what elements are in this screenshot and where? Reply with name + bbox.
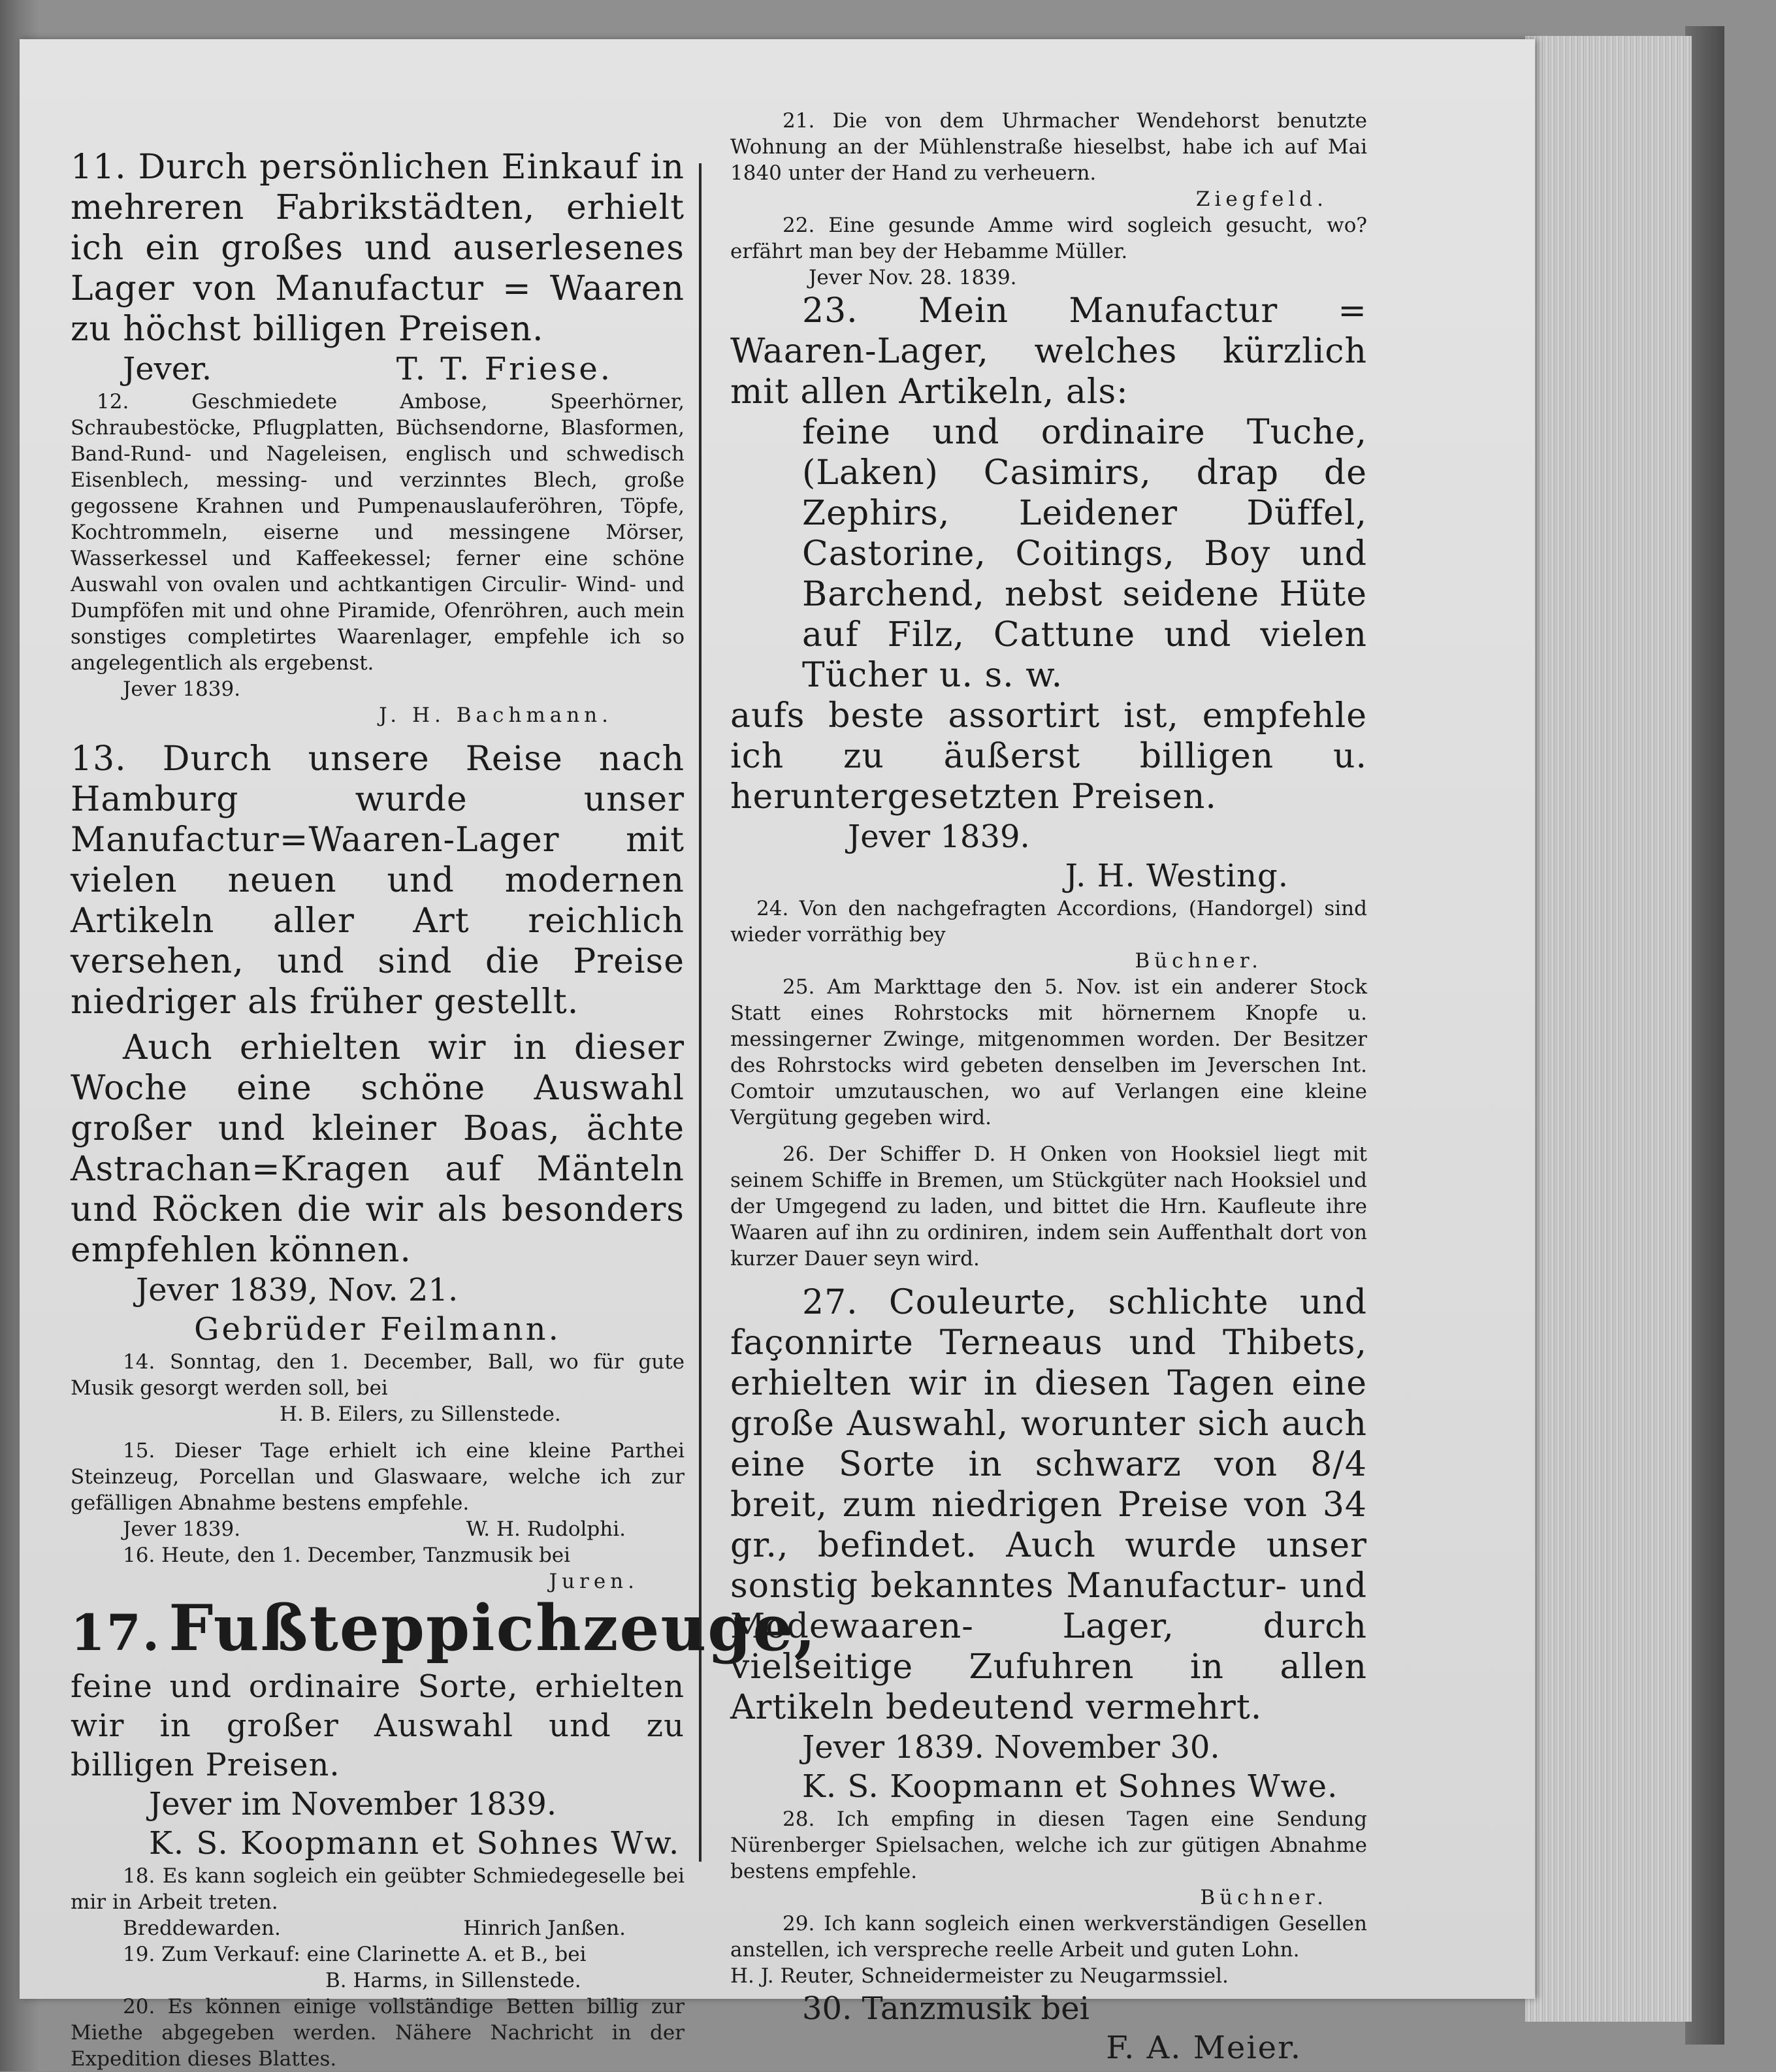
ad-12-signature: J. H. Bachmann. <box>379 704 613 727</box>
ad-29-signature: H. J. Reuter, Schneidermeister zu Neugarmssiel. <box>730 1964 1229 1988</box>
ad-18-signature: Hinrich Janßen. <box>463 1917 626 1940</box>
ad-22 <box>730 212 1367 291</box>
page-fore-edge <box>1525 36 1692 2022</box>
ad-13-text: 13. Durch unsere Reise nach Hamburg wurde unser Manufactur=Waaren-Lager mit vielen neuen und modernen Artikeln aller Art reichlich versehen, und sind die Preise niedriger als früher gestellt. <box>71 739 685 1022</box>
ad-23-signature: J. H. Westing. <box>1065 858 1289 894</box>
ad-13-text-2: Auch erhielten wir in dieser Woche eine schöne Auswahl großer und kleiner Boas, ächte Astrachan=Kragen auf Mänteln und Röcken die wir als besonders empfehlen können. <box>71 1028 685 1270</box>
ad-16-signature: Juren. <box>549 1570 639 1593</box>
ad-29 <box>730 1911 1367 1989</box>
ad-25-text: 25. Am Markttage den 5. Nov. ist ein anderer Stock Statt eines Rohrstocks mit hörnernem Knopfe u. messingerner Zwinge, mitgenommen worden. Der Besitzer des Rohrstocks wird gebeten denselben im Jeverschen Int. Comtoir umzutauschen, wo auf Verlangen eine kleine Vergütung gegeben wird. <box>730 975 1367 1129</box>
ad-20 <box>71 1994 685 2072</box>
ad-12-place: Jever 1839. <box>123 677 241 701</box>
ad-17-headline: Fußteppichzeuge, <box>169 1591 817 1665</box>
ad-30-signature: F. A. Meier. <box>1106 2030 1302 2066</box>
ad-30 <box>730 1989 1367 2067</box>
ad-24-signature: Büchner. <box>1135 949 1263 973</box>
ad-17-number: 17. <box>71 1604 161 1662</box>
ad-23 <box>730 291 1367 896</box>
ad-24-text: 24. Von den nachgefragten Accordions, (Handorgel) sind wieder vorräthig bey <box>730 897 1367 947</box>
ad-22-text: 22. Eine gesunde Amme wird sogleich gesucht, wo? erfährt man bey der Hebamme Müller. <box>730 214 1367 263</box>
ad-18-text: 18. Es kann sogleich ein geübter Schmiedegeselle bei mir in Arbeit treten. <box>71 1864 685 1914</box>
ad-17-place: Jever im November 1839. <box>149 1786 557 1822</box>
ad-28-signature: Büchner. <box>1200 1886 1328 1909</box>
ad-17-text: feine und ordinaire Sorte, erhielten wir in großer Auswahl und zu billigen Preisen. <box>71 1668 685 1783</box>
ad-17-signature: K. S. Koopmann et Sohnes Ww. <box>149 1825 681 1862</box>
ad-21-signature: Ziegfeld. <box>1195 187 1328 211</box>
ad-13-place: Jever 1839, Nov. 21. <box>136 1272 459 1308</box>
ad-25 <box>730 974 1367 1131</box>
ad-30-text: 30. Tanzmusik bei <box>802 1990 1090 2027</box>
ad-27-signature: K. S. Koopmann et Sohnes Wwe. <box>802 1768 1338 1805</box>
ad-14-signature: H. B. Eilers, zu Sillenstede. <box>280 1402 561 1426</box>
ad-11-signature: T. T. Friese. <box>396 351 613 387</box>
ad-13-signature: Gebrüder Feilmann. <box>194 1311 561 1348</box>
ad-19-signature: B. Harms, in Sillenstede. <box>325 1969 581 1992</box>
newspaper-page <box>20 39 1535 2071</box>
ad-26 <box>730 1141 1367 1272</box>
ad-23-list: feine und ordinaire Tuche, (Laken) Casimirs, drap de Zephirs, Leidener Düffel, Castorine, Coitings, Boy und Barchend, nebst seidene Hüte auf Filz, Cattune und vielen Tücher u. s. w. <box>802 413 1367 695</box>
ad-27 <box>730 1282 1367 1806</box>
ad-23-text-2: aufs beste assortirt ist, empfehle ich zu äußerst billigen u. heruntergesetzten Preisen. <box>730 696 1367 817</box>
ad-27-text: 27. Couleurte, schlichte und façonnirte Terneaus und Thibets, erhielten wir in diesen Tagen eine große Auswahl, worunter sich auch eine Sorte in schwarz von 8/4 breit, zum niedrigen Preise von 34 gr., befindet. Auch wurde unser sonstig bekanntes Manufactur- und Modewaaren- Lager, durch vielseitige Zufuhren in allen Artikeln bedeutend vermehrt. <box>730 1283 1367 1727</box>
ad-22-place: Jever Nov. 28. 1839. <box>809 266 1017 289</box>
left-column <box>71 147 817 2072</box>
ad-12-text: 12. Geschmiedete Ambose, Speerhörner, Schraubestöcke, Pflugplatten, Büchsendorne, Blasformen, Band-Rund- und Nageleisen, englisch und schwedisch Eisenblech, messing- und verzinntes Blech, große gegossene Krahnen und Pumpenauslauferöhren, Töpfe, Kochtrommeln, eiserne und messingene Mörser, Wasserkessel und Kaffeekessel; ferner eine schöne Auswahl von ovalen und achtkantigen Circulir- Wind- und Dumpföfen mit und ohne Piramide, Ofenröhren, auch mein sonstiges completirtes Waarenlager, empfehle ich so angelegentlich als ergebenst. <box>71 390 685 675</box>
ad-15-signature: W. H. Rudolphi. <box>466 1517 626 1541</box>
ad-23-text: 23. Mein Manufactur = Waaren-Lager, welches kürzlich mit allen Artikeln, als: <box>730 291 1367 412</box>
ad-15-place: Jever 1839. <box>123 1517 241 1541</box>
ad-16 <box>71 1542 685 1594</box>
ad-15 <box>71 1438 685 1542</box>
ad-24 <box>730 896 1367 974</box>
ad-11 <box>71 147 685 389</box>
ad-27-place: Jever 1839. November 30. <box>802 1729 1220 1766</box>
ad-26-text: 26. Der Schiffer D. H Onken von Hooksiel liegt mit seinem Schiffe in Bremen, um Stückgüter nach Hooksiel und der Umgegend zu laden, und bittet die Hrn. Kaufleute ihre Waaren auf ihn zu ordiniren, indem sein Auffenthalt dort von kurzer Dauer seyn wird. <box>730 1142 1367 1271</box>
ad-17 <box>71 1591 817 1863</box>
ad-15-text: 15. Dieser Tage erhielt ich eine kleine Parthei Steinzeug, Porcellan und Glaswaare, welche ich zur gefälligen Abnahme bestens empfehle. <box>71 1439 685 1515</box>
ad-21-text: 21. Die von dem Uhrmacher Wendehorst benutzte Wohnung an der Mühlenstraße hieselbst, habe ich auf Mai 1840 unter der Hand zu verheuern. <box>730 109 1367 185</box>
ad-12 <box>71 389 685 728</box>
ad-21 <box>730 108 1367 212</box>
ad-28-text: 28. Ich empfing in diesen Tagen eine Sendung Nürenberger Spielsachen, welche ich zur gütigen Abnahme bestens empfehle. <box>730 1807 1367 1883</box>
ad-29-text: 29. Ich kann sogleich einen werkverständigen Gesellen anstellen, ich verspreche reelle Arbeit und guten Lohn. <box>730 1912 1367 1962</box>
ad-14-text: 14. Sonntag, den 1. December, Ball, wo für gute Musik gesorgt werden soll, bei <box>71 1350 685 1400</box>
ad-11-place: Jever. <box>123 351 212 387</box>
right-column <box>730 108 1367 2067</box>
ad-28 <box>730 1806 1367 1911</box>
ad-18 <box>71 1863 685 1941</box>
ad-23-place: Jever 1839. <box>848 818 1030 855</box>
ad-11-text: 11. Durch persönlichen Einkauf in mehreren Fabrikstädten, erhielt ich ein großes und auserlesenes Lager von Manufactur = Waaren zu höchst billigen Preisen. <box>71 148 685 349</box>
ad-18-place: Breddewarden. <box>123 1917 281 1940</box>
ad-19 <box>71 1941 685 1994</box>
ad-19-text: 19. Zum Verkauf: eine Clarinette A. et B., bei <box>123 1943 587 1966</box>
ad-20-text: 20. Es können einige vollständige Betten billig zur Miethe abgegeben werden. Nähere Nachricht in der Expedition dieses Blattes. <box>71 1995 685 2071</box>
ad-14 <box>71 1349 685 1427</box>
ad-13 <box>71 739 685 1349</box>
ad-16-text: 16. Heute, den 1. December, Tanzmusik bei <box>123 1544 571 1567</box>
